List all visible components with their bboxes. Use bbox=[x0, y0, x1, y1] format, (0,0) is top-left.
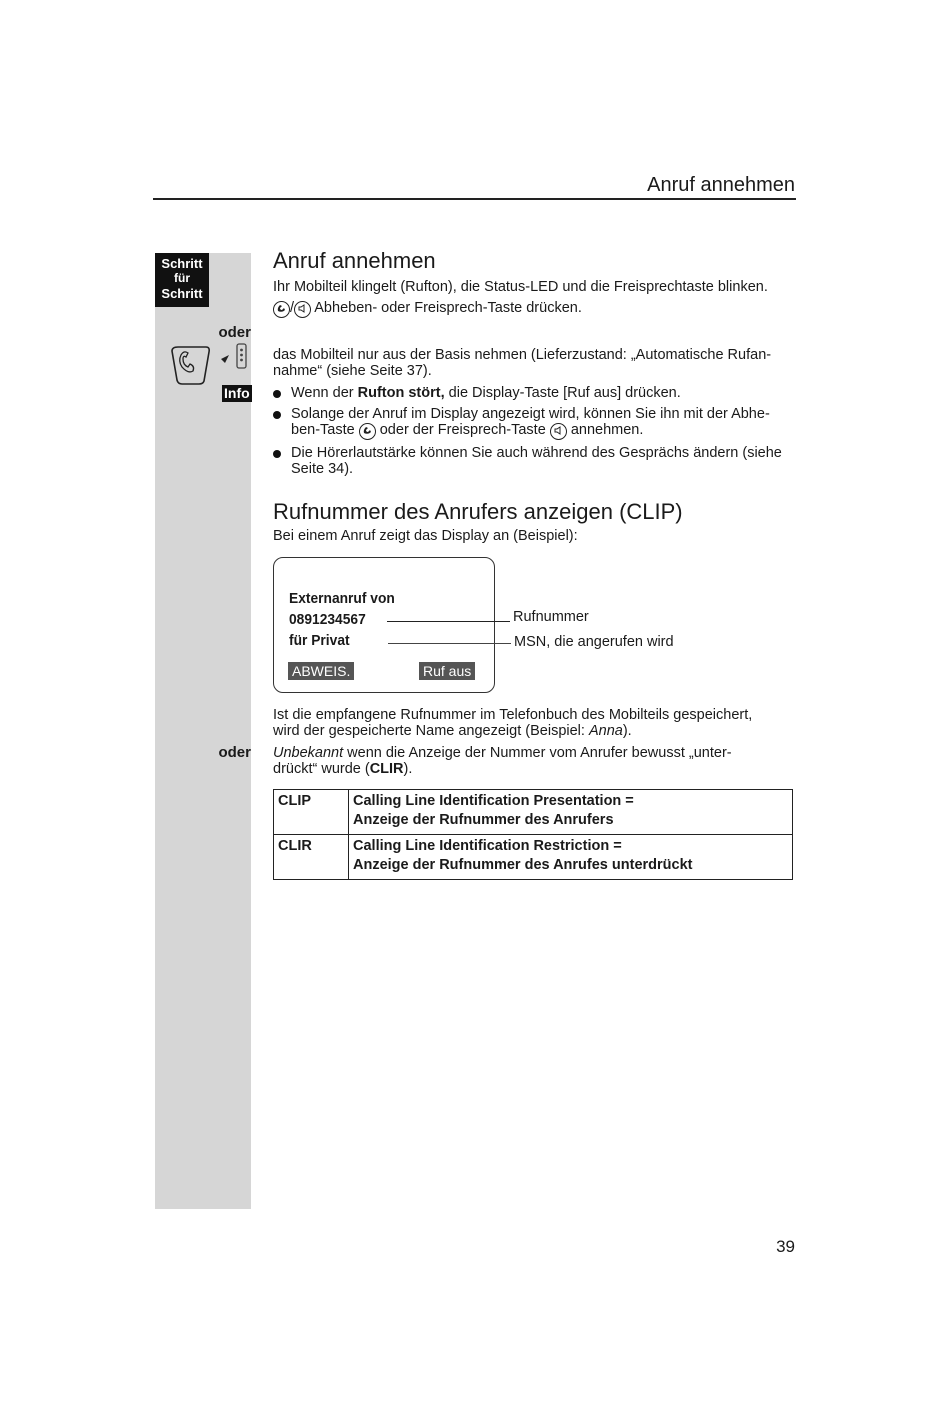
paragraph bbox=[273, 745, 798, 777]
clir-term: CLIR bbox=[369, 761, 404, 777]
info-bullets bbox=[273, 385, 798, 482]
oder-label: oder bbox=[218, 324, 251, 341]
table-value-line: Calling Line Identification Restriction = bbox=[353, 838, 622, 854]
running-header: Anruf annehmen bbox=[647, 174, 795, 196]
alt-text-line: das Mobilteil nur aus der Basis nehmen (Lieferzustand: „Automatische Rufan- bbox=[273, 347, 772, 363]
bullet-text: Solange der Anruf im Display angezeigt wird, können Sie ihn mit der Abhe- bbox=[291, 406, 770, 422]
table-value-line: Anzeige der Rufnummer des Anrufes unterdrückt bbox=[353, 857, 693, 873]
list-item bbox=[273, 385, 798, 401]
page-number: 39 bbox=[776, 1237, 795, 1256]
list-item bbox=[273, 406, 798, 440]
table-value-line: Calling Line Identification Presentation = bbox=[353, 793, 634, 809]
callout-number: Rufnummer bbox=[513, 609, 589, 625]
paragraph-text: drückt“ wurde ( bbox=[273, 761, 370, 777]
softkey-ring-off: Ruf aus bbox=[419, 662, 475, 680]
phone-in-base-icon bbox=[168, 343, 253, 390]
display-line: für Privat bbox=[289, 632, 350, 649]
header-rule bbox=[153, 198, 796, 200]
oder-label: oder bbox=[218, 744, 251, 761]
section-title: Rufnummer des Anrufers anzeigen (CLIP) bbox=[273, 499, 683, 524]
step-line: / Abheben- oder Freisprech-Taste drücken. bbox=[273, 300, 798, 318]
callout-line bbox=[387, 621, 510, 622]
paragraph-text: ). bbox=[622, 723, 632, 739]
paragraph-text: ). bbox=[403, 761, 413, 777]
table-value bbox=[349, 835, 793, 880]
bullet-text: die Display-Taste [Ruf aus] drücken. bbox=[444, 385, 681, 401]
paragraph-text: wenn die Anzeige der Nummer vom Anrufer bewusst „unter- bbox=[343, 745, 732, 761]
table-value-line: Anzeige der Rufnummer des Anrufers bbox=[353, 812, 614, 828]
unbekannt-term: Unbekannt bbox=[273, 745, 344, 761]
list-item bbox=[273, 445, 798, 477]
speaker-key-icon bbox=[550, 423, 567, 440]
badge-line: Schritt bbox=[161, 286, 203, 301]
callout-line bbox=[388, 643, 511, 644]
bullet-text: annehmen. bbox=[566, 422, 644, 438]
alt-text bbox=[273, 347, 798, 379]
bullet-text: ben-Taste bbox=[291, 422, 359, 438]
bullet-text: Die Hörerlautstärke können Sie auch während des Gesprächs ändern (siehe bbox=[291, 445, 782, 461]
step-text: Abheben- oder Freisprech-Taste drücken. bbox=[314, 300, 582, 316]
handset-display bbox=[273, 557, 495, 693]
display-line: 0891234567 bbox=[289, 611, 366, 628]
table-row bbox=[274, 790, 793, 835]
intro-text: Ihr Mobilteil klingelt (Rufton), die Status-LED und die Freisprechtaste blinken. bbox=[273, 279, 768, 295]
bullet-text: Seite 34). bbox=[291, 461, 354, 477]
badge-line: Schritt bbox=[161, 256, 203, 271]
softkey-reject: ABWEIS. bbox=[288, 662, 354, 680]
table-row bbox=[274, 835, 793, 880]
intro-text: Bei einem Anruf zeigt das Display an (Beispiel): bbox=[273, 528, 578, 544]
section-title: Anruf annehmen bbox=[273, 248, 436, 273]
badge-line: für bbox=[174, 271, 190, 285]
schritt-fuer-schritt-badge bbox=[155, 253, 209, 307]
paragraph-text: wird der gespeicherte Name angezeigt (Beispiel: bbox=[273, 723, 589, 739]
callout-msn: MSN, die angerufen wird bbox=[514, 634, 674, 650]
example-name: Anna bbox=[588, 723, 623, 739]
alt-text-line: nahme“ (siehe Seite 37). bbox=[273, 363, 432, 379]
display-line: Externanruf von bbox=[289, 590, 395, 607]
table-key: CLIR bbox=[274, 835, 349, 880]
paragraph-text: Ist die empfangene Rufnummer im Telefonbuch des Mobilteils gespeichert, bbox=[273, 707, 753, 723]
info-label: Info bbox=[224, 385, 250, 401]
bullet-bold: Rufton stört, bbox=[357, 385, 445, 401]
bullet-text: Wenn der bbox=[291, 385, 358, 401]
table-value bbox=[349, 790, 793, 835]
table-key: CLIP bbox=[274, 790, 349, 835]
handset-key-icon bbox=[273, 301, 290, 318]
definitions-table bbox=[273, 789, 793, 880]
handset-key-icon bbox=[359, 423, 376, 440]
paragraph bbox=[273, 707, 798, 739]
speaker-key-icon bbox=[294, 301, 311, 318]
bullet-text: oder der Freisprech-Taste bbox=[375, 422, 550, 438]
